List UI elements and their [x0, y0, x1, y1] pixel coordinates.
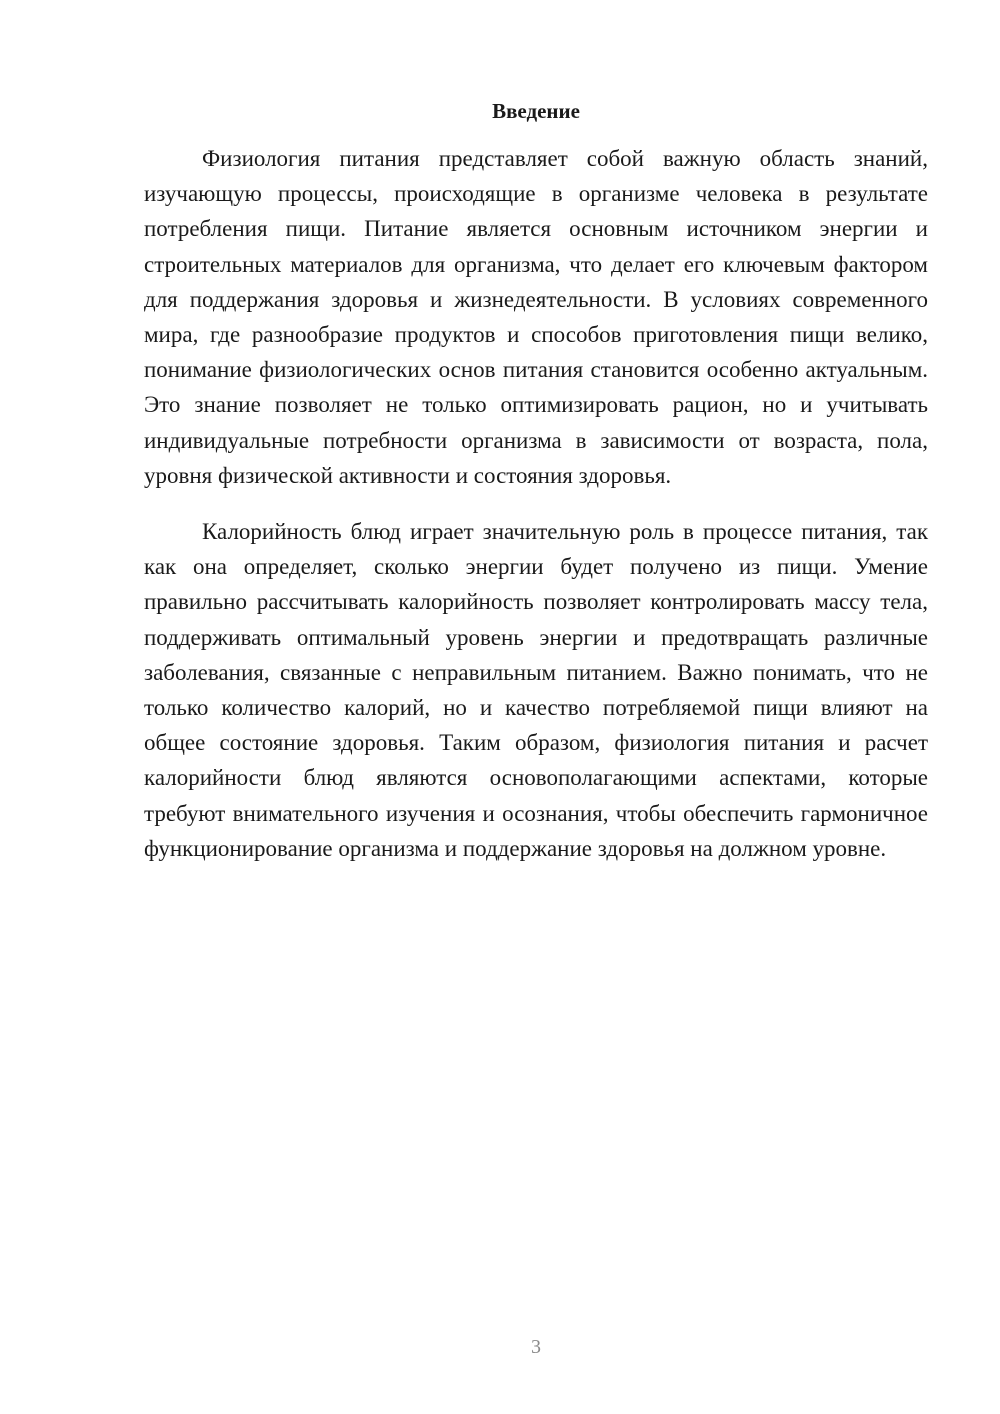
page-number: 3 [531, 1336, 541, 1358]
section-title: Введение [492, 99, 580, 123]
paragraph-calories: Калорийность блюд играет значительную роль в процессе питания, так как она определяет, сколько энергии будет получено из пищи. Умение правильно рассчитывать калорийность позволяет контролировать массу тела, поддерживать оптимальный уровень энергии и предотвращать различные заболевания, связанные с неправильным питанием. Важно понимать, что не только количество калорий, но и качество потребляемой пищи влияют на общее состояние здоровья. Таким образом, физиология питания и расчет калорийности блюд являются основополагающими аспектами, которые требуют внимательного изучения и осознания, чтобы обеспечить гармоничное функционирование организма и поддержание здоровья на должном уровне. [144, 519, 928, 861]
paragraph-physiology: Физиология питания представляет собой важную область знаний, изучающую процессы, происходящие в организме человека в результате потребления пищи. Питание является основным источником энергии и строительных материалов для организма, что делает его ключевым фактором для поддержания здоровья и жизнедеятельности. В условиях современного мира, где разнообразие продуктов и способов приготовления пищи велико, понимание физиологических основ питания становится особенно актуальным. Это знание позволяет не только оптимизировать рацион, но и учитывать индивидуальные потребности организма в зависимости от возраста, пола, уровня физической активности и состояния здоровья. [144, 146, 928, 488]
body-text [144, 141, 928, 866]
